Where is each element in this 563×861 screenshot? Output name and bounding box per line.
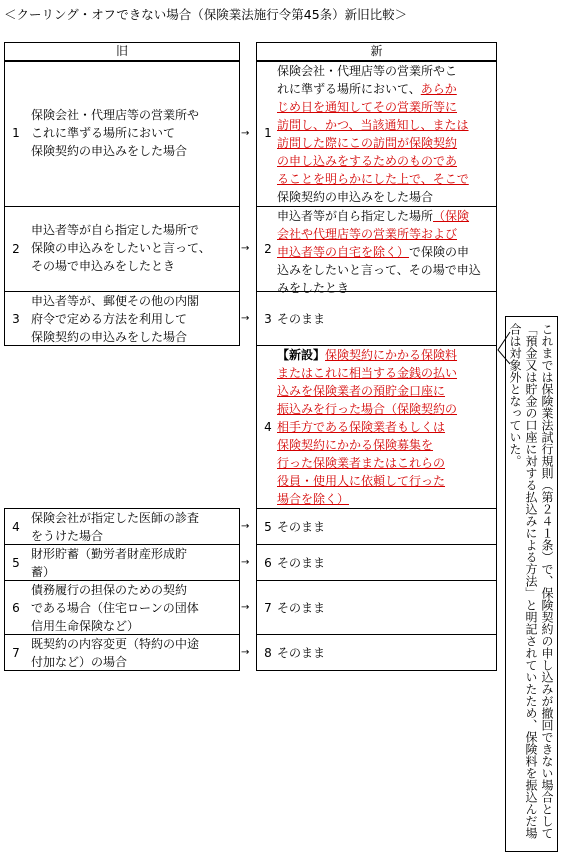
row-number: 8 [264,646,272,660]
arrow-icon: → [241,313,250,324]
row-text: そのまま [277,556,326,570]
new-row-7 [256,580,497,635]
row-text-amendment: （保険 会社や代理店等の営業所等および 申込者等の自宅を除く） [277,209,470,259]
new-row-8 [256,634,497,671]
row-text: 債務履行の担保のための契約 である場合（住宅ローンの団体 信用生命保険など） [31,583,199,633]
row-text: 既契約の内容変更（特約の中途 付加など）の場合 [31,637,200,669]
row-number: 7 [12,646,20,660]
row-number: 3 [264,312,272,326]
row-text: そのまま [277,601,326,615]
old-row-3 [4,291,240,346]
row-text: そのまま [277,312,326,326]
row-text: 財形貯蓄（勤労者財産形成貯 蓄） [31,547,188,579]
new-row-4 [256,345,497,509]
row-number: 6 [12,601,20,615]
new-provision-label: 【新設】 [277,348,326,362]
old-row-2 [4,206,240,292]
row-number: 5 [264,520,272,534]
row-number: 3 [12,312,20,326]
old-row-1 [4,61,240,207]
row-number: 4 [264,420,272,434]
callout-note: これまでは保険業法試行規則（第２４１条）で、保険契約の申し込みが撤回できない場合として「預金又は貯金の口座に対する払込みによる方法」と明記されていたため、保険料を振込んだ場合は対象外となっていた。 [505,316,558,852]
row-text-plain-end: 保険契約の申込みをした場合 [277,190,434,204]
row-text-plain: 申込者等が自ら指定した場所 [277,209,434,223]
new-row-6 [256,544,497,581]
new-row-2 [256,206,497,295]
arrow-icon: → [241,602,250,613]
row-text: そのまま [277,520,326,534]
row-text [277,346,495,508]
arrow-icon: → [241,647,250,658]
row-text-plain: 保険会社・代理店等の営業所やこ れに準ずる場所において、 [277,64,458,96]
old-column-header: 旧 [4,42,240,61]
row-number: 6 [264,556,272,570]
row-text [277,62,495,206]
row-number: 4 [12,520,20,534]
old-row-4 [4,508,240,545]
row-text-plain-end: で保険の申 込みをしたいと言って、その場で申込 みをしたとき [277,245,481,295]
page-title: ＜クーリング・オフできない場合（保険業法施行令第45条）新旧比較＞ [4,7,408,22]
arrow-icon: → [241,243,250,254]
arrow-icon: → [241,521,250,532]
row-text: 保険会社・代理店等の営業所や これに準ずる場所において 保険契約の申込みをした場合 [31,108,200,158]
row-text: 保険会社が指定した医師の診査 をうけた場合 [31,511,200,543]
old-row-6 [4,580,240,635]
row-number: 7 [264,601,272,615]
row-text-amendment: 保険契約にかかる保険料 またはこれに相当する金銭の払い 込みを保険業者の預貯金口座に 振込みを行った場合（保険契約の 相手方である保険業者もしくは 保険契約にかかる保険募集を 行った保険業者またはこれらの 役員・使用人に依頼して行った 場合を除く） [277,348,458,506]
old-row-7 [4,634,240,671]
row-text-amendment: あらか じめ日を通知してその営業所等に 訪問し、かつ、当該通知し、または 訪問した際にこの訪問が保険契約 の申し込みをするためのものであ ることを明らかにした上で、そこで [277,82,469,186]
new-row-5 [256,508,497,545]
new-row-3 [256,291,497,346]
row-text: そのまま [277,646,326,660]
row-number: 1 [264,126,272,140]
row-number: 5 [12,556,20,570]
row-number: 2 [12,242,20,256]
arrow-icon: → [241,557,250,568]
row-number: 2 [264,242,272,256]
new-column-header: 新 [256,42,497,61]
row-text: 申込者等が、郵便その他の内閣 府令で定める方法を利用して 保険契約の申込みをした場合 [31,294,200,344]
new-row-1 [256,61,497,207]
row-text [277,207,495,297]
arrow-icon: → [241,128,250,139]
row-text: 申込者等が自ら指定した場所で 保険の申込みをしたいと言って、 その場で申込みをしたとき [31,223,211,273]
row-number: 1 [12,126,20,140]
old-row-5 [4,544,240,581]
